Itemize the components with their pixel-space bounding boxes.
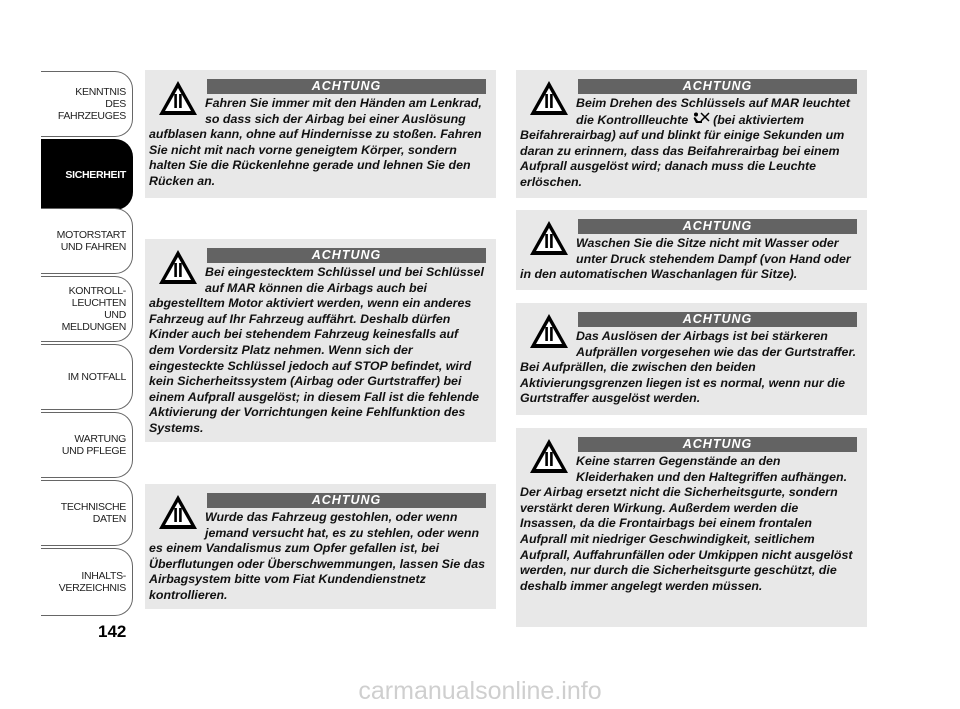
warning-triangle-icon: [157, 248, 199, 286]
warning-box: [516, 210, 867, 290]
tab-kenntnis-des-fahrzeuges[interactable]: KENNTNIS DES FAHRZEUGES: [41, 71, 133, 137]
warning-heading: ACHTUNG: [207, 79, 486, 94]
warning-text: Beim Drehen des Schlüssels auf MAR leuchtet die Kontrollleuchte (bei aktiviertem Beifahrerairbag) auf und blinkt für einige Sekunden um daran zu erinnern, dass das Beifahrerairbag bei einem Aufprall ausgelöst wird; danach muss die Leuchte erlöschen.: [520, 96, 851, 189]
footer-watermark: carmanualsonline.info: [358, 677, 602, 705]
warning-heading: ACHTUNG: [578, 312, 857, 327]
tab-inhaltsverzeichnis[interactable]: INHALTS- VERZEICHNIS: [41, 548, 133, 616]
warning-text: Das Auslösen der Airbags ist bei stärkeren Aufprällen vorgesehen wie das der Gurtstraffer. Bei Aufprällen, die zwischen den beiden Aktivierungsgrenzen liegen ist es normal, wenn nur die Gurtstraffer ausgelöst werden.: [520, 329, 857, 406]
tab-wartung-und-pflege[interactable]: WARTUNG UND PFLEGE: [41, 412, 133, 478]
warning-heading: ACHTUNG: [207, 493, 486, 508]
warning-box: [516, 303, 867, 415]
tab-im-notfall[interactable]: IM NOTFALL: [41, 344, 133, 410]
warning-heading: ACHTUNG: [207, 248, 486, 263]
passenger-airbag-off-icon: [692, 112, 710, 125]
tab-sicherheit[interactable]: SICHERHEIT: [41, 139, 133, 210]
warning-text: Waschen Sie die Sitze nicht mit Wasser oder unter Druck stehendem Dampf (von Hand oder in den automatischen Waschanlagen für Sitze).: [520, 236, 851, 282]
warning-text: Wurde das Fahrzeug gestohlen, oder wenn jemand versucht hat, es zu stehlen, oder wenn es einem Vandalismus zum Opfer gefallen ist, bei Überflutungen oder Überschwemmungen, lassen Sie das Airbagsystem bitte vom Fiat Kundendienstnetz kontrollieren.: [149, 510, 485, 602]
page-number: 142: [98, 622, 127, 641]
warning-text: Keine starren Gegenstände an den Kleiderhaken und den Haltegriffen aufhängen. Der Airbag ersetzt nicht die Sicherheitsgurte, sondern verstärkt deren Wirkung. Außerdem werden die Insassen, da die Frontairbags bei einem frontalen Aufprall mit niedriger Geschwindigkeit, seitlichem Aufprall, Auffahrunfällen oder Umkippen nicht ausgelöst werden, nur durch die Sicherheitsgurte geschützt, die deshalb immer angelegt werden müssen.: [520, 454, 853, 593]
warning-box: [145, 239, 496, 442]
tab-kontrollleuchten[interactable]: KONTROLL- LEUCHTEN UND MELDUNGEN: [41, 276, 133, 342]
warning-box: [145, 484, 496, 609]
tab-technische-daten[interactable]: TECHNISCHE DATEN: [41, 480, 133, 546]
warning-triangle-icon: [528, 79, 570, 117]
warning-triangle-icon: [157, 493, 199, 531]
warning-box: [516, 428, 867, 627]
warning-triangle-icon: [528, 437, 570, 475]
warning-box: [145, 70, 496, 198]
warning-text: Bei eingestecktem Schlüssel und bei Schlüssel auf MAR können die Airbags auch bei abgestelltem Motor aktiviert werden, wenn ein anderes Fahrzeug auf Ihr Fahrzeug auffährt. Deshalb dürfen Kinder auch bei stehendem Fahrzeug keinesfalls auf dem Vordersitz Platz nehmen. Wenn sich der eingesteckte Schlüssel jedoch auf STOP befindet, wird kein Sicherheitssystem (Airbag oder Gurtstraffer) bei einem Aufprall ausgelöst; in diesem Fall ist die fehlende Aktivierung der Vorrichtungen keine Fehlfunktion des Systems.: [149, 265, 484, 435]
warning-text: Fahren Sie immer mit den Händen am Lenkrad, so dass sich der Airbag bei einer Auslösung aufblasen kann, ohne auf Hindernisse zu stoßen. Fahren Sie nicht mit nach vorne geneigtem Körper, sondern halten Sie die Rückenlehne gerade und lehnen Sie den Rücken an.: [149, 96, 482, 188]
warning-box: [516, 70, 867, 198]
tab-motorstart-und-fahren[interactable]: MOTORSTART UND FAHREN: [41, 208, 133, 274]
warning-triangle-icon: [157, 79, 199, 117]
warning-heading: ACHTUNG: [578, 437, 857, 452]
warning-heading: ACHTUNG: [578, 219, 857, 234]
warning-triangle-icon: [528, 219, 570, 257]
warning-heading: ACHTUNG: [578, 79, 857, 94]
warning-triangle-icon: [528, 312, 570, 350]
